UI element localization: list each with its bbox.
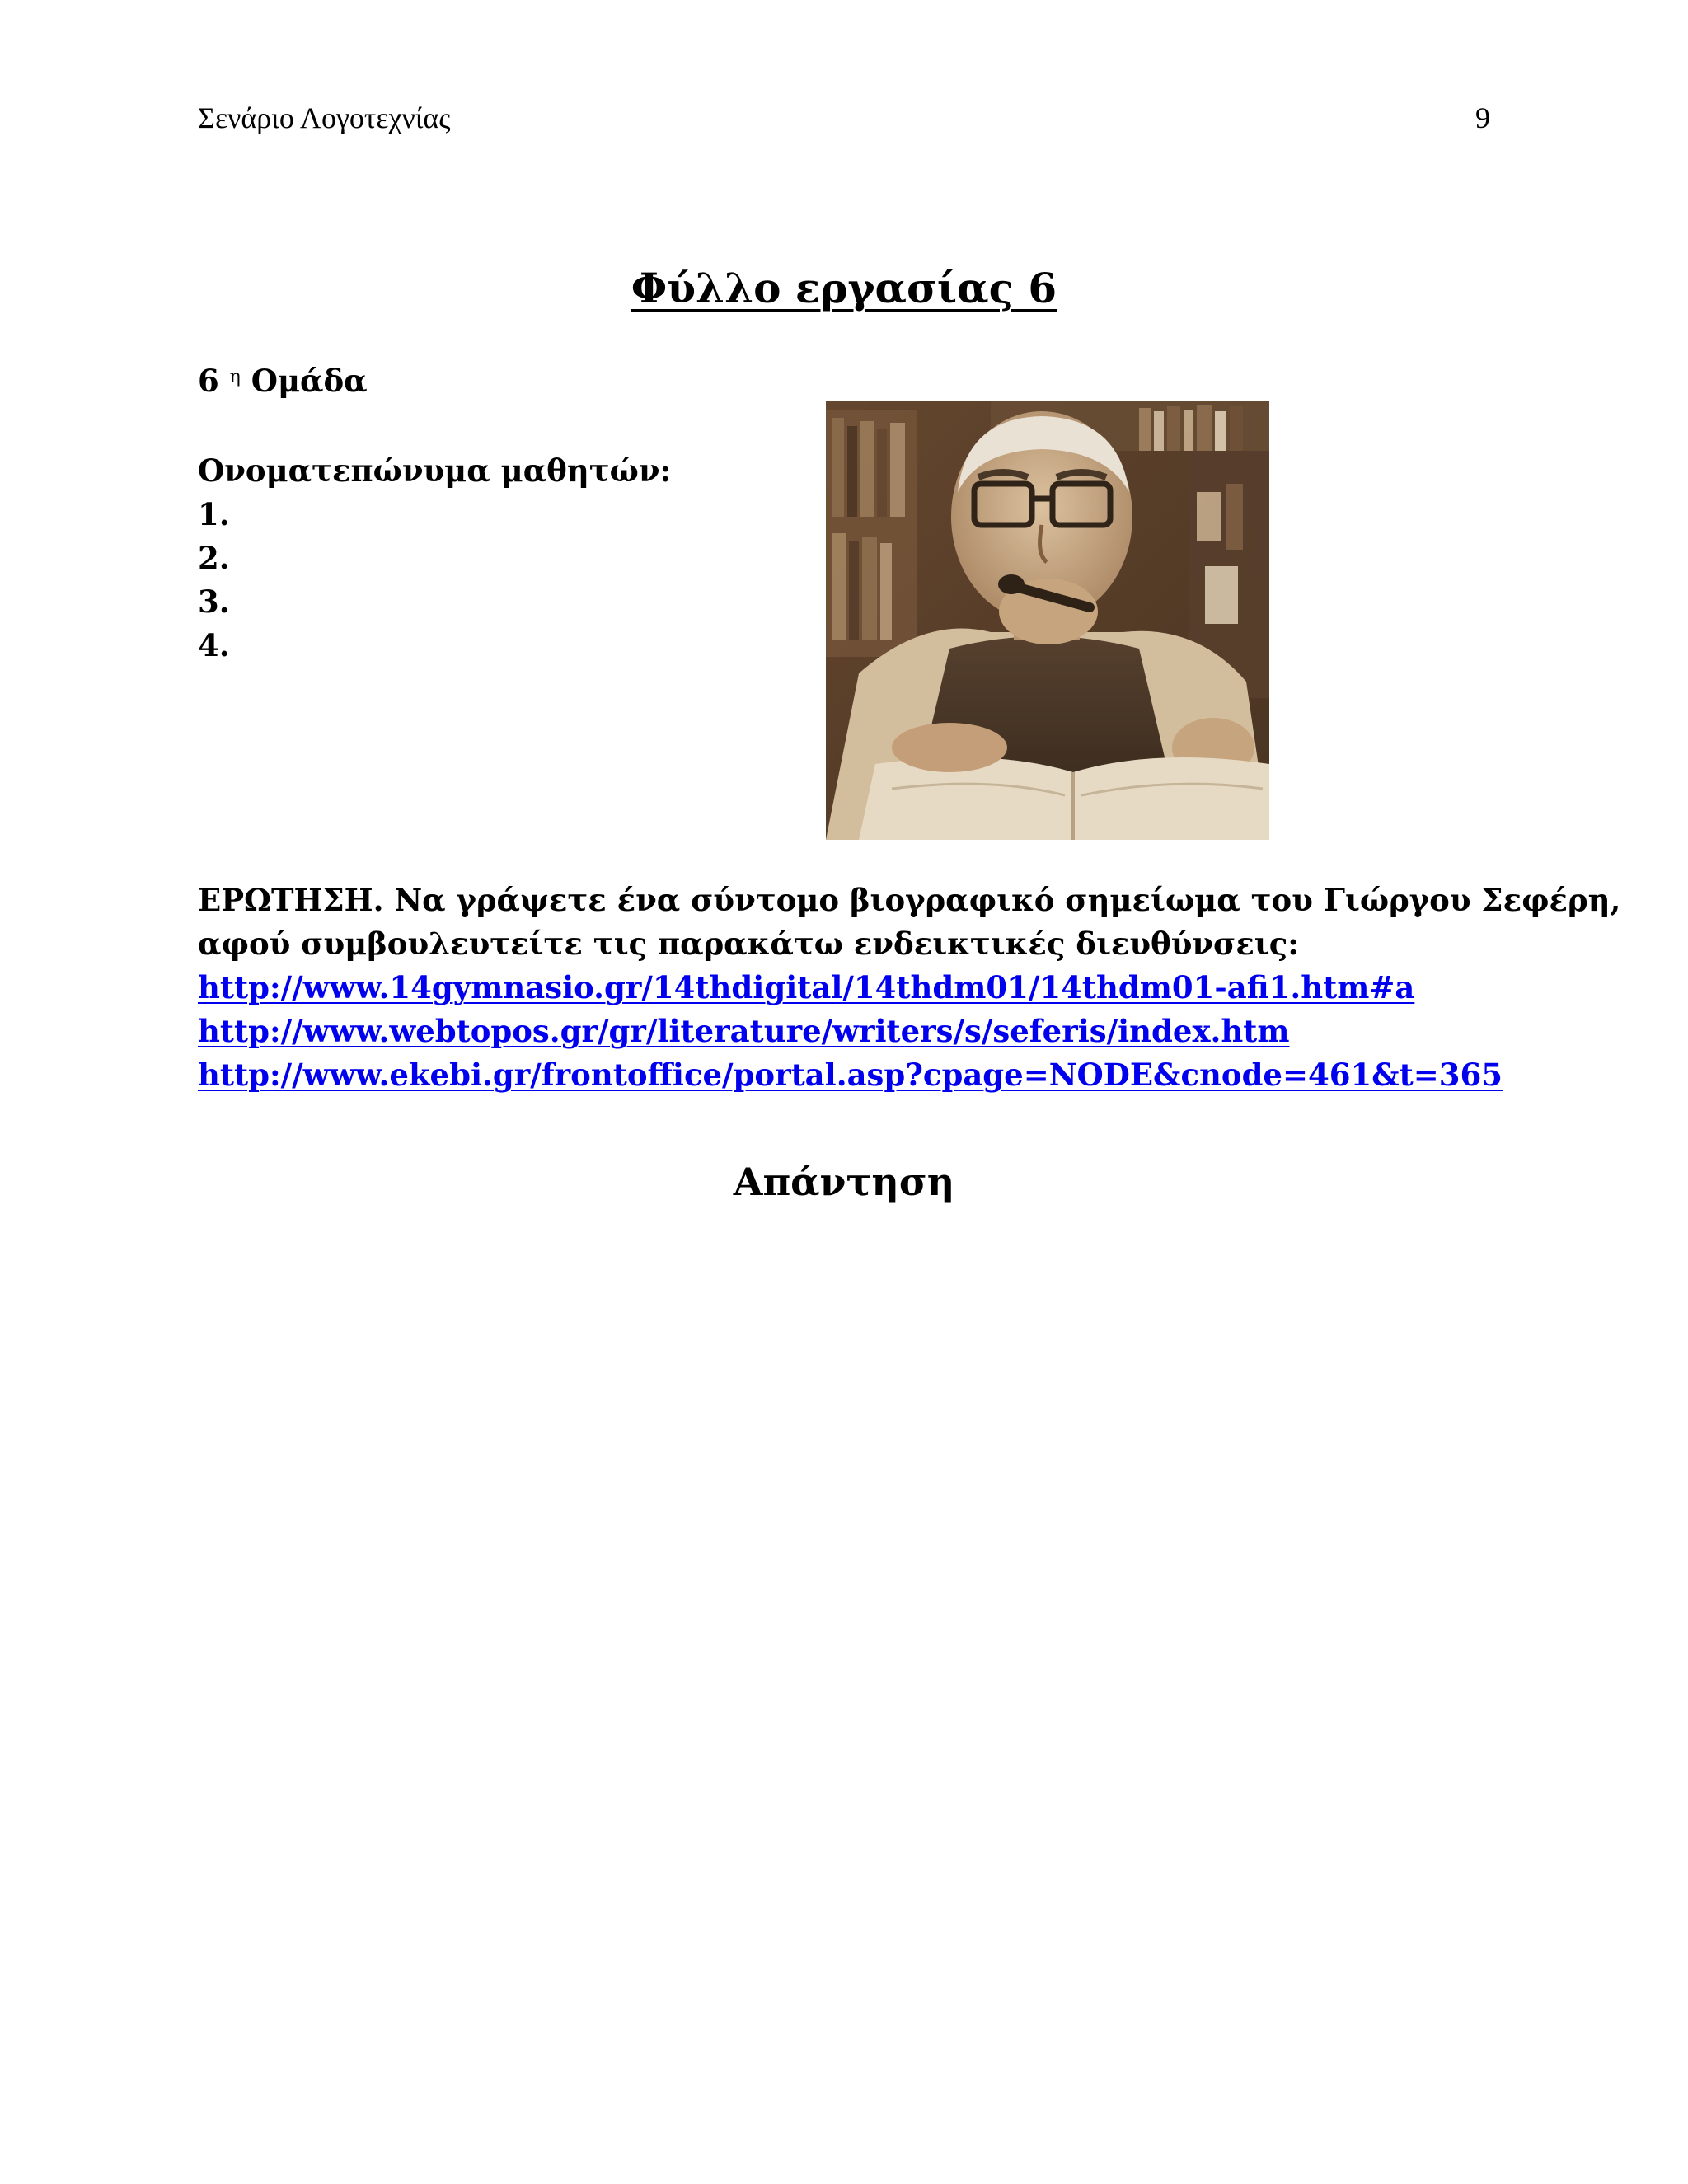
group-ordinal-suffix: η: [229, 367, 241, 387]
student-name-slot: 2.: [198, 540, 230, 576]
group-label: [198, 359, 368, 402]
worksheet-title-text: Φύλλο εργασίας 6: [631, 264, 1057, 312]
student-name-slot: 4.: [198, 627, 230, 663]
student-names-label: Ονοματεπώνυμα μαθητών:: [198, 452, 672, 489]
student-name-slot: 3.: [198, 583, 230, 620]
running-header-title: Σενάριο Λογοτεχνίας: [198, 101, 451, 134]
reference-link-item: [198, 1053, 1503, 1097]
question-line-2: αφού συμβουλευτείτε τις παρακάτω ενδεικτικές διευθύνσεις:: [198, 926, 1299, 962]
reference-link-ekebi[interactable]: http://www.ekebi.gr/frontoffice/portal.asp?cpage=NODE&cnode=461&t=365: [198, 1057, 1503, 1093]
student-name-slot: 1.: [198, 496, 230, 532]
question-line-1: ΕΡΩΤΗΣΗ. Να γράψετε ένα σύντομο βιογραφικό σημείωμα του Γιώργου Σεφέρη,: [198, 882, 1621, 918]
portrait-illustration: [826, 401, 1269, 840]
reference-link-webtopos[interactable]: http://www.webtopos.gr/gr/literature/writers/s/seferis/index.htm: [198, 1013, 1290, 1049]
group-word: Ομάδα: [251, 363, 368, 399]
reference-link-14gymnasio[interactable]: http://www.14gymnasio.gr/14thdigital/14thdm01/14thdm01-afi1.htm#a: [198, 969, 1415, 1005]
reference-link-item: [198, 966, 1503, 1010]
worksheet-title: [0, 262, 1688, 315]
reference-link-item: [198, 1010, 1503, 1053]
reference-links-list: [198, 966, 1503, 1097]
answer-heading: Απάντηση: [733, 1160, 955, 1204]
question-block: [198, 879, 1621, 966]
author-portrait-photo: [826, 401, 1269, 840]
group-number: 6: [198, 363, 219, 399]
page-number: 9: [1475, 101, 1490, 134]
student-names-list: [198, 493, 230, 668]
